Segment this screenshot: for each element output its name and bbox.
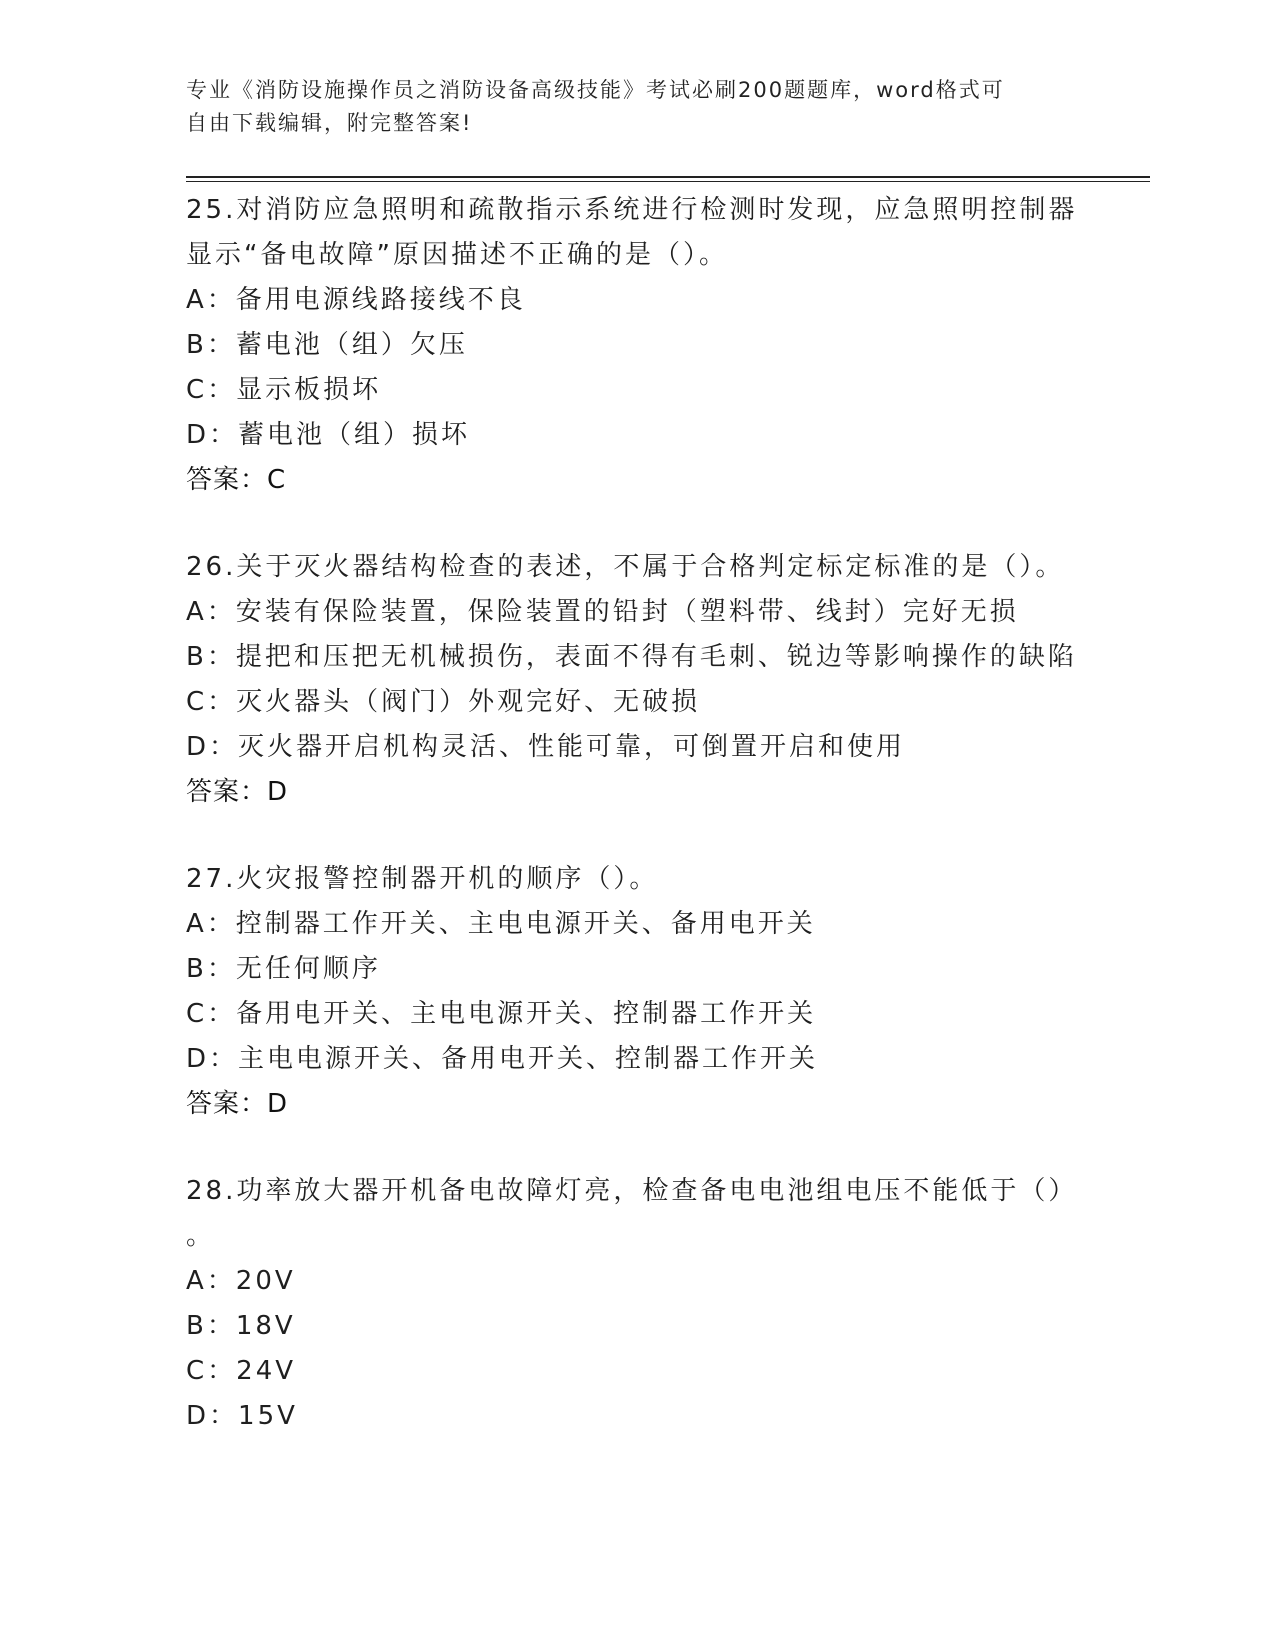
option-d: D：15V <box>186 1401 298 1431</box>
question-28 <box>186 1169 1086 1439</box>
option-a: A：备用电源线路接线不良 <box>186 285 526 315</box>
option-d: D：主电电源开关、备用电开关、控制器工作开关 <box>186 1044 819 1074</box>
header-divider-thick <box>186 176 1150 178</box>
question-stem-continued: 显示“备电故障”原因描述不正确的是（）。 <box>186 240 728 270</box>
option-b: B：无任何顺序 <box>186 954 381 984</box>
option-a: A：控制器工作开关、主电电源开关、备用电开关 <box>186 909 816 939</box>
document-header <box>186 74 1066 140</box>
option-a: A：安装有保险装置，保险装置的铅封（塑料带、线封）完好无损 <box>186 597 1019 627</box>
question-list <box>186 188 1086 1481</box>
header-line-1: 专业《消防设施操作员之消防设备高级技能》考试必刷200题题库，word格式可 <box>186 78 1005 102</box>
question-stem: 27.火灾报警控制器开机的顺序（）。 <box>186 864 659 894</box>
header-divider-thin <box>186 181 1150 182</box>
option-a: A：20V <box>186 1266 296 1296</box>
option-c: C：显示板损坏 <box>186 375 382 405</box>
option-c: C：灭火器头（阀门）外观完好、无破损 <box>186 687 701 717</box>
option-b: B：18V <box>186 1311 296 1341</box>
header-line-2: 自由下载编辑，附完整答案! <box>186 111 473 135</box>
option-c: C：备用电开关、主电电源开关、控制器工作开关 <box>186 999 817 1029</box>
option-c: C：24V <box>186 1356 297 1386</box>
question-25 <box>186 188 1086 503</box>
question-27 <box>186 857 1086 1127</box>
answer: 答案：C <box>186 465 287 495</box>
option-d: D：灭火器开启机构灵活、性能可靠，可倒置开启和使用 <box>186 732 906 762</box>
question-stem: 26.关于灭火器结构检查的表述，不属于合格判定标定标准的是（）。 <box>186 552 1065 582</box>
option-b: B：蓄电池（组）欠压 <box>186 330 468 360</box>
answer: 答案：D <box>186 777 289 807</box>
option-d: D：蓄电池（组）损坏 <box>186 420 471 450</box>
question-stem-continued: 。 <box>186 1221 216 1251</box>
question-stem: 25.对消防应急照明和疏散指示系统进行检测时发现，应急照明控制器 <box>186 195 1078 225</box>
option-b: B：提把和压把无机械损伤，表面不得有毛刺、锐边等影响操作的缺陷 <box>186 642 1077 672</box>
question-stem: 28.功率放大器开机备电故障灯亮，检查备电电池组电压不能低于（） <box>186 1176 1078 1206</box>
question-26 <box>186 545 1086 815</box>
answer: 答案：D <box>186 1089 289 1119</box>
